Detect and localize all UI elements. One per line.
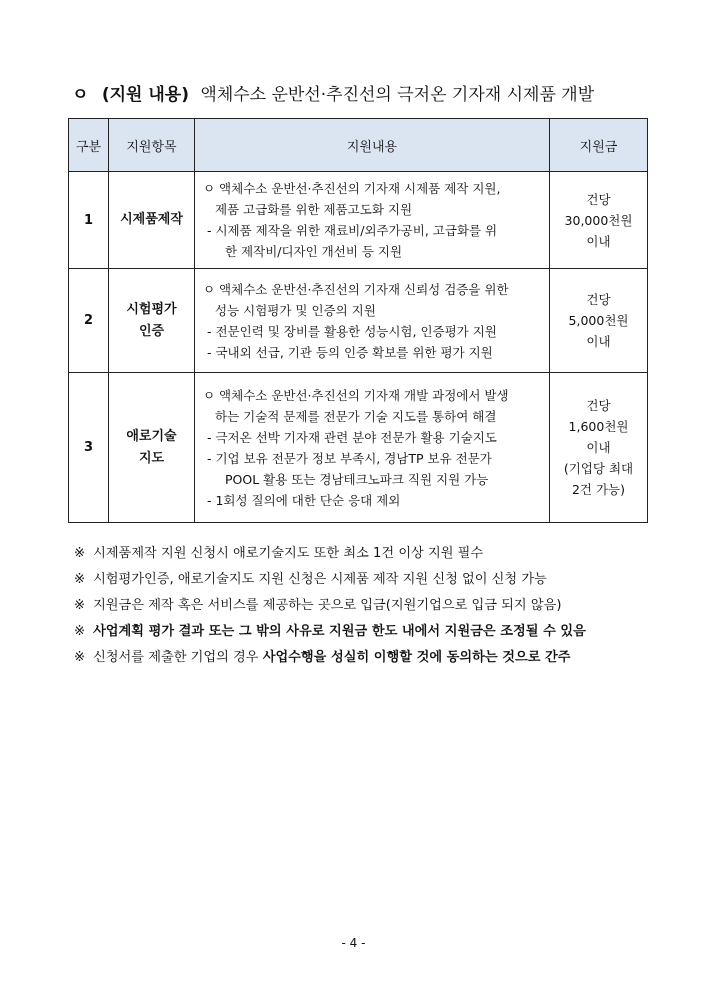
content-main-line: ㅇ 액체수소 운반선·추진선의 기자재 신뢰성 검증을 위한 [203,281,509,297]
header-category: 구분 [69,119,109,172]
note-mark: ※ [74,650,86,665]
header-support-item: 지원항목 [109,119,195,172]
heading-title: 액체수소 운반선·추진선의 극저온 기자재 시제품 개발 [200,85,595,105]
heading-label: (지원 내용) [101,85,189,105]
table-header-row [69,119,648,172]
row-number: 3 [69,373,109,523]
support-item-line: 시제품제작 [120,212,183,227]
support-amount-line: (기업당 최대 [563,461,634,476]
content-main-line: ㅇ 액체수소 운반선·추진선의 기자재 개발 과정에서 발생 [203,387,509,403]
support-amount-line: 이내 [586,233,611,249]
support-amount-line: 5,000천원 [568,313,629,328]
header-support-amount: 지원금 [550,119,648,172]
section-heading [72,80,594,105]
table-row [69,373,648,523]
note-mark: ※ [74,546,86,561]
table-row [69,172,648,269]
content-detail-line: - 기업 보유 전문가 정보 부족시, 경남TP 보유 전문가 [207,450,492,466]
content-detail-line: - 전문인력 및 장비를 활용한 성능시험, 인증평가 지원 [207,323,497,339]
note-mark: ※ [74,598,86,613]
support-amount-line: 30,000천원 [564,212,633,228]
content-detail-line: - 1회성 질의에 대한 단순 응대 제외 [207,492,401,508]
support-amount-cell [550,269,648,373]
content-main-line: 성능 시험평가 및 인증의 지원 [215,302,376,318]
note-text-bold: 사업계획 평가 결과 또는 그 밖의 사유로 지원금 한도 내에서 지원금은 조정될 수 있음 [93,624,586,639]
support-content-cell [195,373,550,523]
support-item-line: 인증 [138,323,165,339]
content-main-line: 하는 기술적 문제를 전문가 기술 지도를 통하여 해결 [215,408,497,424]
support-amount-line: 건당 [586,292,611,307]
note-item [74,541,586,567]
support-item-cell [109,172,195,269]
support-amount-line: 이내 [586,440,611,455]
support-content-cell [195,269,550,373]
note-item [74,593,586,619]
content-main-line: ㅇ 액체수소 운반선·추진선의 기자재 시제품 제작 지원, [203,181,501,196]
support-item-cell [109,269,195,373]
support-amount-line: 건당 [586,398,611,413]
header-support-content: 지원내용 [195,119,550,172]
note-text: 신청서를 제출한 기업의 경우 [93,650,263,665]
content-main-line: 제품 고급화를 위한 제품고도화 지원 [215,202,413,217]
heading-bullet: ㅇ [72,85,89,105]
support-amount-cell [550,172,648,269]
support-table [68,118,648,523]
support-amount-line: 2건 가능) [571,482,626,497]
note-item [74,619,586,645]
page-number: - 4 - [341,936,366,950]
note-mark: ※ [74,572,86,587]
support-item-line: 애로기술 [126,428,177,444]
note-text: 시제품제작 지원 신청시 애로기술지도 또한 최소 1건 이상 지원 필수 [93,546,484,561]
support-amount-line: 건당 [586,191,611,207]
note-text: 시험평가인증, 애로기술지도 지원 신청은 시제품 제작 지원 신청 없이 신청 가능 [93,572,547,587]
content-detail-line: - 국내외 선급, 기관 등의 인증 확보를 위한 평가 지원 [207,344,493,360]
note-mark: ※ [74,624,86,639]
support-item-line: 지도 [138,450,165,466]
support-content-cell [195,172,550,269]
content-detail-line: 한 제작비/디자인 개선비 등 지원 [225,244,403,259]
row-number: 2 [69,269,109,373]
row-number: 1 [69,172,109,269]
support-item-line: 시험평가 [126,301,177,317]
support-item-cell [109,373,195,523]
content-detail-line: - 극저온 선박 기자재 관련 분야 전문가 활용 기술지도 [207,429,497,445]
support-amount-line: 1,600천원 [568,419,629,434]
note-text-bold: 사업수행을 성실히 이행할 것에 동의하는 것으로 간주 [262,650,571,665]
notes-list [74,541,586,671]
content-detail-line: POOL 활용 또는 경남테크노파크 직원 지원 가능 [225,471,489,487]
note-item [74,567,586,593]
note-text: 지원금은 제작 혹은 서비스를 제공하는 곳으로 입금(지원기업으로 입금 되지 않음) [93,598,562,613]
note-item [74,645,586,671]
support-amount-cell [550,373,648,523]
content-detail-line: - 시제품 제작을 위한 재료비/외주가공비, 고급화를 위 [207,223,498,238]
support-amount-line: 이내 [586,334,611,349]
table-row [69,269,648,373]
